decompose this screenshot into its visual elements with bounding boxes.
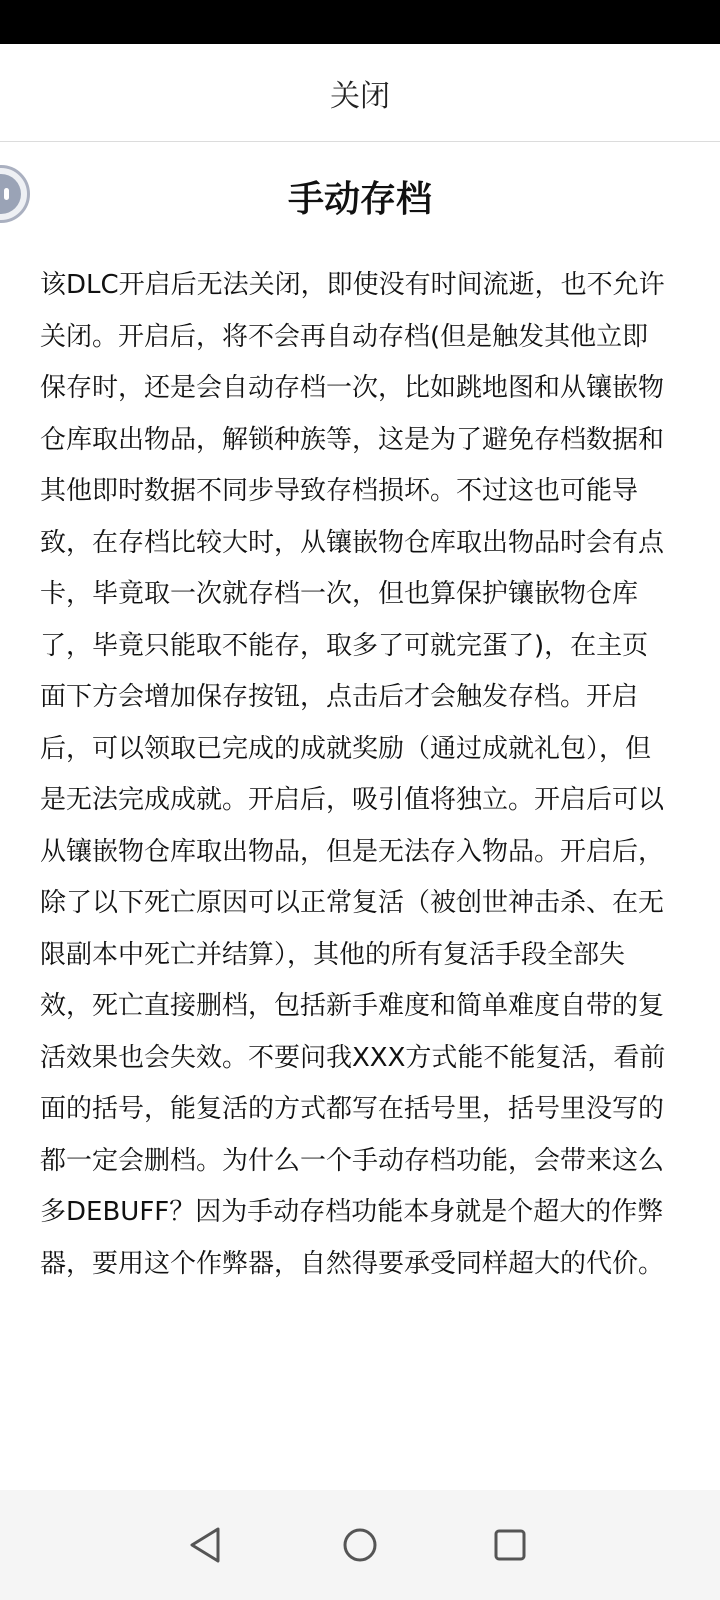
nav-back-button[interactable] bbox=[170, 1510, 240, 1580]
system-navigation-bar bbox=[0, 1490, 720, 1600]
close-button[interactable]: 关闭 bbox=[310, 63, 410, 123]
nav-home-button[interactable] bbox=[325, 1510, 395, 1580]
page-title: 手动存档 bbox=[287, 179, 432, 220]
circle-home-icon bbox=[340, 1525, 380, 1565]
article-body: 该DLC开启后无法关闭，即使没有时间流逝，也不允许关闭。开启后，将不会再自动存档(但是触发其他立即保存时，还是会自动存档一次，比如跳地图和从镶嵌物仓库取出物品，解锁种族等，这是为了避免存档数据和其他即时数据不同步导致存档损坏。不过这也可能导致，在存档比较大时，从镶嵌物仓库取出物品时会有点卡，毕竟取一次就存档一次，但也算保护镶嵌物仓库了，毕竟只能取不能存，取多了可就完蛋了)，在主页面下方会增加保存按钮，点击后才会触发存档。开启后，可以领取已完成的成就奖励（通过成就礼包），但是无法完成成就。开启后，吸引值将独立。开启后可以从镶嵌物仓库取出物品，但是无法存入物品。开启后，除了以下死亡原因可以正常复活（被创世神击杀、在无限副本中死亡并结算），其他的所有复活手段全部失效，死亡直接删档，包括新手难度和简单难度自带的复活效果也会失效。不要问我XXX方式能不能复活，看前面的括号，能复活的方式都写在括号里，括号里没写的都一定会删档。为什么一个手动存档功能，会带来这么多DEBUFF？因为手动存档功能本身就是个超大的作弊器，要用这个作弊器，自然得要承受同样超大的代价。 bbox=[40, 270, 666, 1279]
top-bar bbox=[0, 44, 720, 142]
nav-recents-button[interactable] bbox=[475, 1510, 545, 1580]
square-recents-icon bbox=[490, 1525, 530, 1565]
status-bar bbox=[0, 0, 720, 44]
triangle-back-icon bbox=[187, 1525, 223, 1565]
